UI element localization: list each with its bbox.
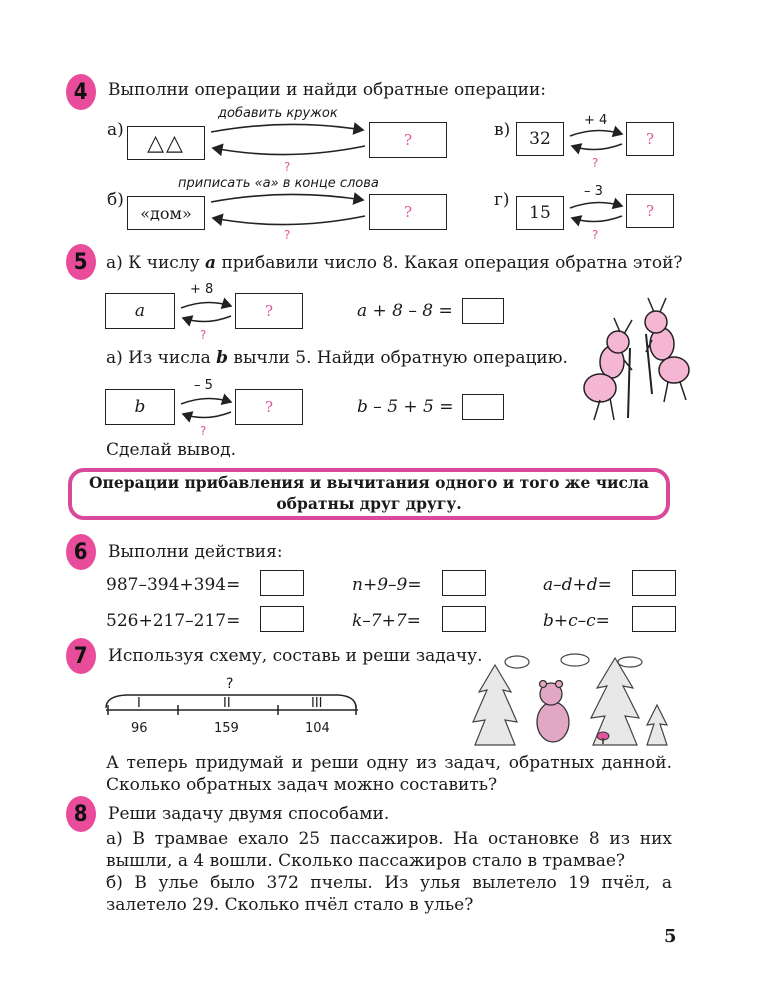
task-8-problem-b: б) В улье было 372 пчелы. Из улья вылетело 19 пчёл, а залетело 29. Сколько пчёл стало в улье? — [106, 873, 672, 915]
task-5-op-1: + 8 — [190, 282, 214, 297]
task-6-answer-5[interactable] — [442, 606, 486, 632]
task-5-conclusion: Сделай вывод. — [106, 440, 236, 460]
task-4-number: 4 — [66, 74, 96, 110]
ants-illustration — [570, 290, 700, 430]
task-6-expr-6: b+c–c= — [543, 611, 610, 631]
task-5-equation-2: b – 5 + 5 = — [357, 397, 454, 417]
task-5-reverse-1: ? — [200, 328, 207, 342]
task-6-answer-2[interactable] — [442, 570, 486, 596]
scheme-value-2: 159 — [214, 721, 239, 736]
task-6-number: 6 — [66, 534, 96, 570]
task-4a-answer-box[interactable]: ? — [369, 122, 447, 158]
task-5-answer-box-2[interactable]: ? — [235, 389, 303, 425]
task-4g-label: г) — [494, 190, 510, 210]
task-4b-operation: приписать «а» в конце слова — [178, 176, 379, 191]
task-4g-source-box: 15 — [516, 196, 564, 230]
scheme-part-2: II — [223, 696, 231, 711]
task-4g-arrows — [564, 196, 628, 228]
task-4a-operation: добавить кружок — [218, 106, 338, 121]
task-4-heading: Выполни операции и найди обратные операции: — [108, 80, 547, 100]
task-5-box-b: b — [105, 389, 175, 425]
task-5-answer-field-1[interactable] — [462, 298, 504, 324]
task-4a-label: а) — [107, 120, 124, 140]
page-number: 5 — [664, 926, 677, 947]
task-4a-source-box: △△ — [127, 126, 205, 160]
task-4b-source-box: «дом» — [127, 196, 205, 230]
task-5-box-a: a — [105, 293, 175, 329]
task-8-number: 8 — [66, 796, 96, 832]
task-5-answer-box-1[interactable]: ? — [235, 293, 303, 329]
task-5-op-2: – 5 — [194, 378, 213, 393]
task-6-expr-3: a–d+d= — [543, 575, 612, 595]
task-4v-label: в) — [494, 120, 511, 140]
task-7-number: 7 — [66, 638, 96, 674]
task-6-answer-6[interactable] — [632, 606, 676, 632]
scheme-diagram — [104, 690, 364, 720]
task-5-equation-1: a + 8 – 8 = — [357, 301, 453, 321]
scheme-total: ? — [226, 676, 234, 692]
task-5-answer-field-2[interactable] — [462, 394, 504, 420]
scheme-value-3: 104 — [305, 721, 330, 736]
scheme-value-1: 96 — [131, 721, 148, 736]
task-7-followup: А теперь придумай и реши одну из задач, обратных данной. Сколько обратных задач можно составить? — [106, 753, 672, 795]
task-4g-answer-box[interactable]: ? — [626, 194, 674, 228]
task-4b-arrows — [205, 188, 371, 232]
task-6-expr-4: 526+217–217= — [106, 611, 241, 631]
forest-bear-illustration — [455, 650, 685, 750]
task-8-heading: Реши задачу двумя способами. — [108, 804, 390, 824]
task-5-question-1: а) К числу a прибавили число 8. Какая операция обратна этой? — [106, 253, 683, 273]
task-4v-operation: + 4 — [584, 113, 608, 128]
task-5-number: 5 — [66, 244, 96, 280]
task-6-answer-4[interactable] — [260, 606, 304, 632]
scheme-part-3: III — [311, 696, 323, 711]
task-8-problem-a: а) В трамвае ехало 25 пассажиров. На остановке 8 из них вышли, а 4 вошли. Сколько пассажиров стало в трамвае? — [106, 829, 672, 871]
task-4a-reverse: ? — [284, 160, 291, 174]
task-6-heading: Выполни действия: — [108, 542, 283, 562]
task-4b-label: б) — [107, 190, 124, 210]
rule-box — [68, 468, 670, 520]
task-6-answer-3[interactable] — [632, 570, 676, 596]
task-5-arrows-2 — [175, 392, 237, 424]
scheme-part-1: I — [137, 696, 141, 711]
task-4v-arrows — [564, 124, 628, 156]
task-5-reverse-2: ? — [200, 424, 207, 438]
task-4b-reverse: ? — [284, 228, 291, 242]
rule-line-2: обратны друг другу. — [276, 494, 462, 513]
task-6-expr-2: n+9–9= — [352, 575, 422, 595]
rule-line-1: Операции прибавления и вычитания одного и того же числа — [89, 473, 649, 493]
task-6-expr-5: k–7+7= — [352, 611, 421, 631]
task-4v-reverse: ? — [592, 156, 599, 170]
task-5-question-2: а) Из числа b вычли 5. Найди обратную операцию. — [106, 348, 568, 368]
task-4g-reverse: ? — [592, 228, 599, 242]
task-4v-source-box: 32 — [516, 122, 564, 156]
task-7-heading: Используя схему, составь и реши задачу. — [108, 646, 483, 666]
task-4g-operation: – 3 — [584, 184, 603, 199]
task-6-expr-1: 987–394+394= — [106, 575, 241, 595]
task-5-arrows-1 — [175, 296, 237, 328]
task-4v-answer-box[interactable]: ? — [626, 122, 674, 156]
task-4b-answer-box[interactable]: ? — [369, 194, 447, 230]
task-4a-arrows — [205, 118, 371, 162]
task-6-answer-1[interactable] — [260, 570, 304, 596]
